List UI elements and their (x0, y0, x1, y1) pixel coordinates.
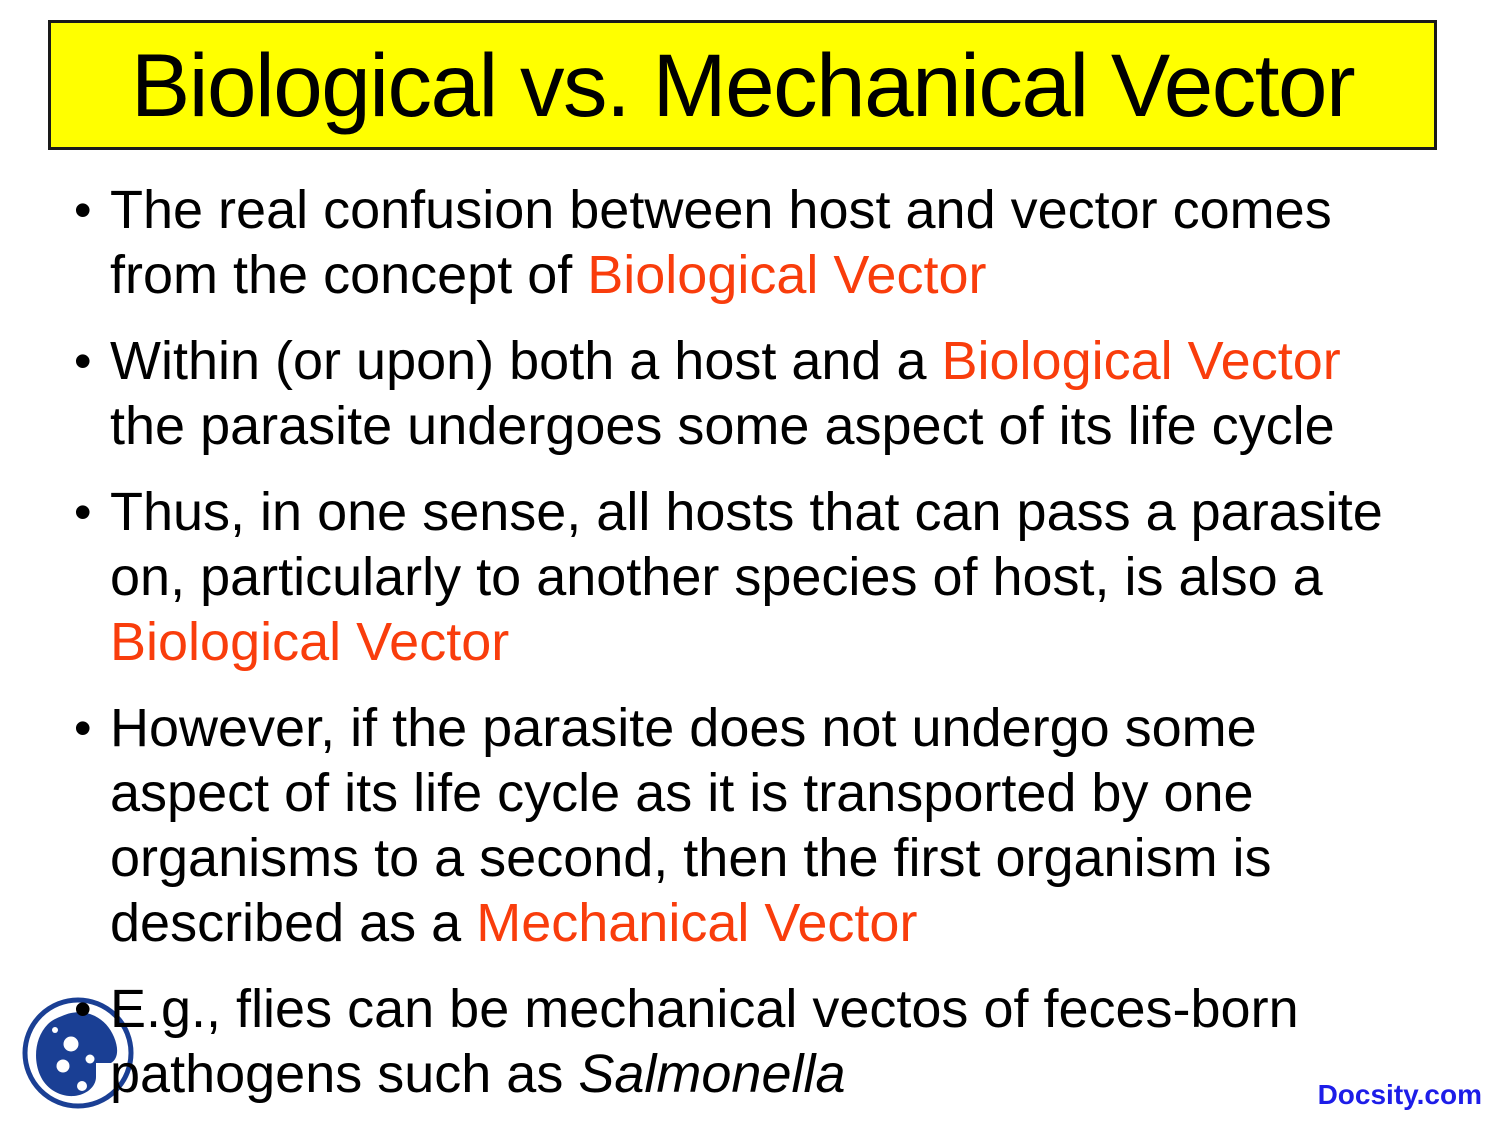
bullet-text (110, 178, 1332, 308)
bullet-text-segment: described as a (110, 893, 477, 953)
bullet-text-line (110, 545, 1383, 610)
slide-title: Biological vs. Mechanical Vector (130, 34, 1355, 135)
bullet-text-segment: Biological Vector (941, 331, 1341, 391)
bullet-text-segment: from the concept of (110, 245, 588, 305)
bullet-text-line (110, 480, 1383, 545)
logo-spot (57, 1060, 70, 1073)
bullet-text-segment: pathogens such as (110, 1044, 579, 1104)
bullet-marker: • (74, 700, 92, 756)
bullet-text-segment: Biological Vector (110, 612, 510, 672)
bullet-text-line (110, 696, 1272, 761)
bullet-text-segment: The real confusion between host and vector comes (110, 180, 1332, 240)
bullet-text-line (110, 329, 1341, 394)
bullet-marker: • (74, 981, 92, 1037)
bullet-text-segment: Thus, in one sense, all hosts that can pass a parasite (110, 482, 1383, 542)
bullet-text-line (110, 826, 1272, 891)
bullet-text-segment: Within (or upon) both a host and a (110, 331, 942, 391)
bullet-text-segment: on, particularly to another species of host, is also a (110, 547, 1323, 607)
logo-spot (52, 1027, 58, 1033)
bullet-text (110, 480, 1383, 675)
bullet-text-segment: the parasite undergoes some aspect of its life cycle (110, 396, 1335, 456)
bullet-text-line (110, 977, 1299, 1042)
bullet-marker: • (74, 182, 92, 238)
bullet-text-line (110, 610, 1383, 675)
bullet-text (110, 329, 1341, 459)
bullet-marker: • (74, 484, 92, 540)
bullet-text-line (110, 761, 1272, 826)
bullet-text-line (110, 1042, 1299, 1107)
bullet-text (110, 696, 1272, 956)
bullet-text-segment: Biological Vector (587, 245, 987, 305)
bullet-marker: • (74, 333, 92, 389)
bullet-text (110, 977, 1299, 1107)
bullet-list (74, 178, 1419, 1128)
bullet-item (74, 480, 1419, 675)
bullet-text-segment: Salmonella (578, 1044, 846, 1104)
bullet-text-line (110, 394, 1341, 459)
bullet-text-line (110, 243, 1332, 308)
bullet-text-segment: organisms to a second, then the first organism is (110, 828, 1272, 888)
slide-title-banner (48, 20, 1437, 150)
bullet-text-line (110, 178, 1332, 243)
bullet-text-segment: Mechanical Vector (476, 893, 918, 953)
bullet-item (74, 329, 1419, 459)
bullet-text-segment: aspect of its life cycle as it is transported by one (110, 763, 1254, 823)
bullet-text-segment: However, if the parasite does not undergo some (110, 698, 1257, 758)
docsity-watermark: Docsity.com (1317, 1079, 1482, 1110)
bullet-text-segment: E.g., flies can be mechanical vectos of feces-born (110, 979, 1299, 1039)
bullet-item (74, 178, 1419, 308)
bullet-item (74, 696, 1419, 956)
bullet-text-line (110, 891, 1272, 956)
bullet-item (74, 977, 1419, 1107)
